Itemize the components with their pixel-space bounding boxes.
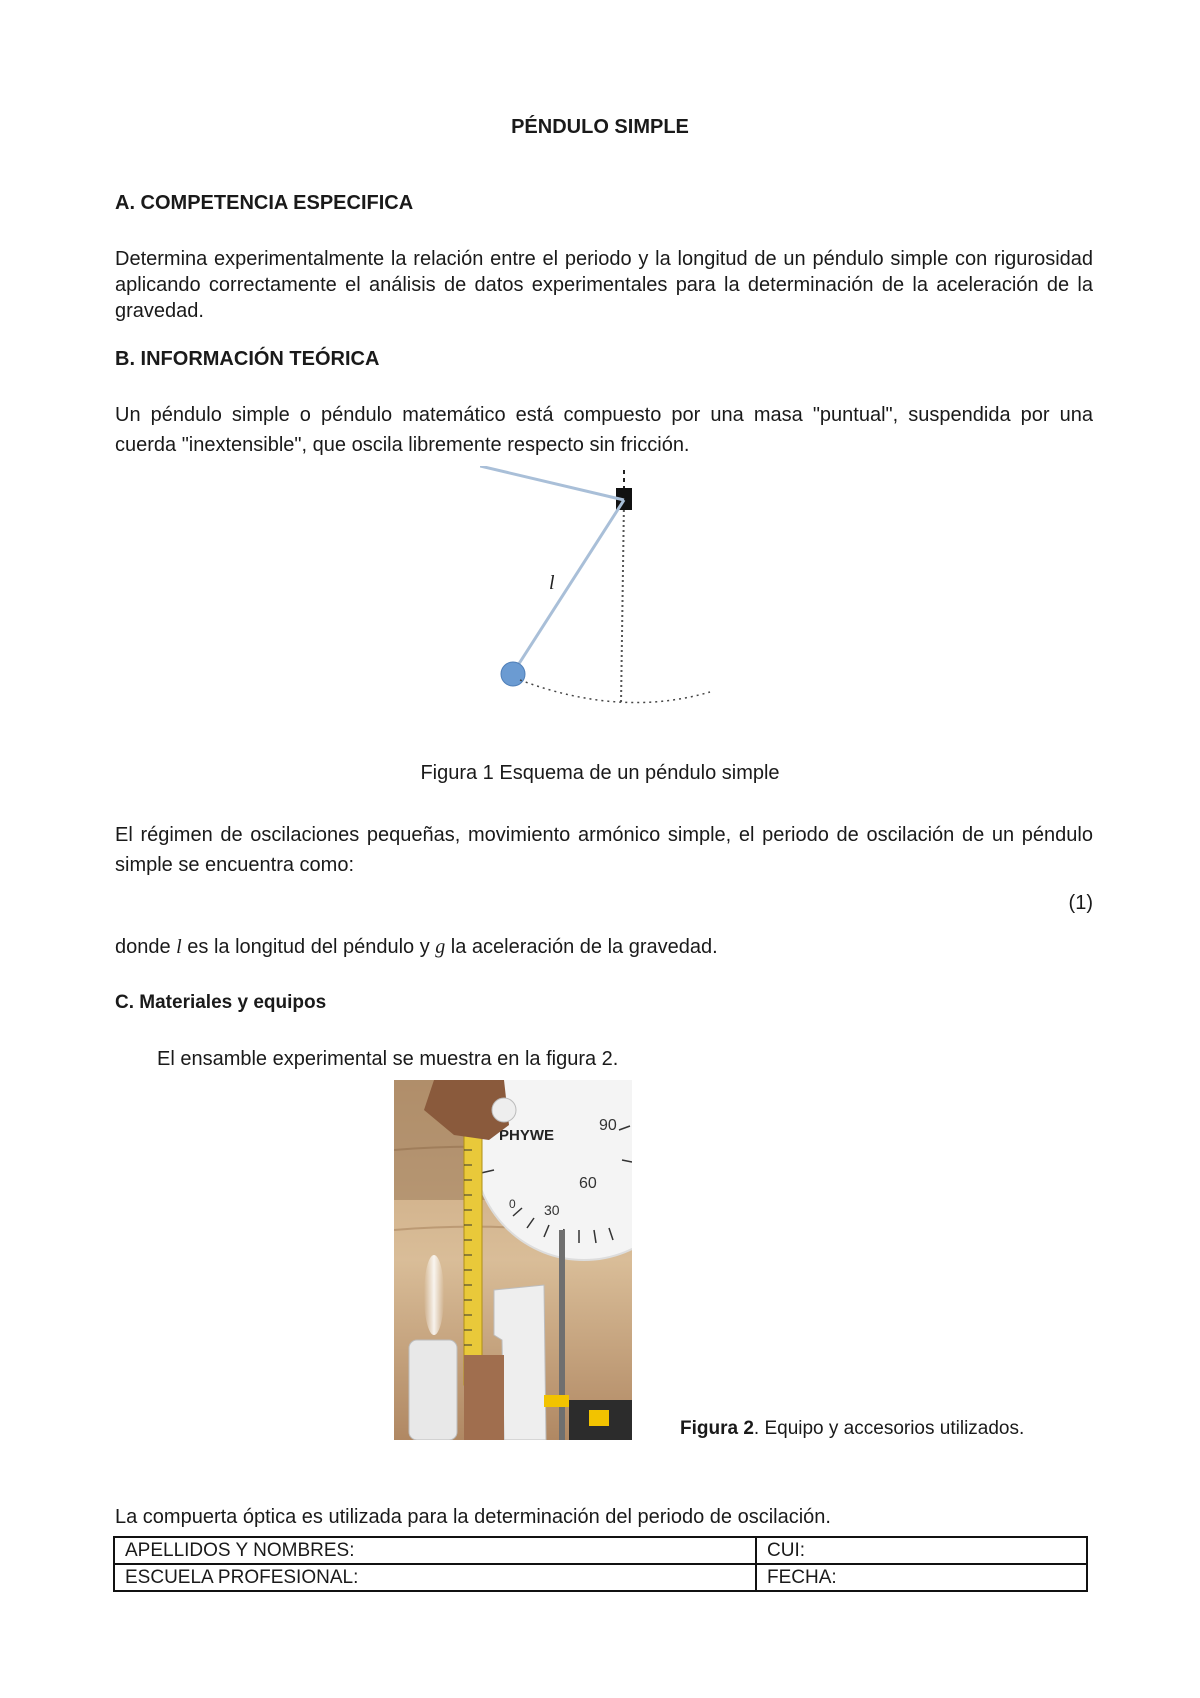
section-b-text2: El régimen de oscilaciones pequeñas, movimiento armónico simple, el periodo de oscilación de un péndulo simple se encuentra como: <box>115 824 1093 876</box>
student-info-table <box>113 1536 1088 1592</box>
field-cui[interactable]: CUI: <box>756 1537 1087 1564</box>
field-escuela[interactable]: ESCUELA PROFESIONAL: <box>114 1564 756 1591</box>
page-title: PÉNDULO SIMPLE <box>511 116 689 138</box>
length-label: l <box>549 572 555 594</box>
field-fecha[interactable]: FECHA: <box>756 1564 1087 1591</box>
section-b-text: Un péndulo simple o péndulo matemático está compuesto por una masa "puntual", suspendida por una cuerda "inextensible", que oscila libremente respecto sin fricción. <box>115 404 1093 456</box>
measuring-tape <box>464 1105 482 1385</box>
svg-text:30: 30 <box>544 1202 560 1218</box>
support-rod <box>559 1230 565 1440</box>
section-c-text: El ensamble experimental se muestra en la figura 2. <box>157 1048 619 1070</box>
light-gate-left <box>409 1340 457 1440</box>
pendulum-diagram <box>480 466 740 716</box>
pendulum-bob <box>501 662 525 686</box>
section-b-heading: B. INFORMACIÓN TEÓRICA <box>115 348 380 370</box>
base-clip <box>589 1410 609 1426</box>
pendulum-string <box>480 466 624 500</box>
section-a-text: Determina experimentalmente la relación entre el periodo y la longitud de un péndulo simple con rigurosidad aplicando correctamente el análisis de datos experimentales para la determinación de la aceleración de la gravedad. <box>115 248 1093 322</box>
light-glare <box>424 1255 444 1335</box>
section-a-heading: A. COMPETENCIA ESPECIFICA <box>115 192 414 214</box>
svg-text:PHYWE: PHYWE <box>499 1127 555 1144</box>
equation-number: (1) <box>1068 892 1093 914</box>
section-c-heading: C. Materiales y equipos <box>115 992 327 1013</box>
pendulum-string-line <box>513 500 624 673</box>
equipment-photo <box>394 1080 632 1440</box>
section-c-after-text: La compuerta óptica es utilizada para la determinación del periodo de oscilación. <box>115 1506 831 1528</box>
table-row <box>114 1537 1087 1564</box>
vertical-axis <box>621 500 624 704</box>
svg-text:60: 60 <box>579 1175 597 1192</box>
figure1-caption: Figura 1 Esquema de un péndulo simple <box>420 762 780 784</box>
figure2-caption: Figura 2. Equipo y accesorios utilizados. <box>680 1418 1025 1439</box>
oscillation-arc <box>520 680 710 703</box>
hand-bottom <box>464 1355 504 1440</box>
donde-text: donde l es la longitud del péndulo y g la aceleración de la gravedad. <box>115 936 718 958</box>
field-apellidos[interactable]: APELLIDOS Y NOMBRES: <box>114 1537 756 1564</box>
svg-text:90: 90 <box>599 1117 617 1134</box>
svg-text:0: 0 <box>509 1197 516 1211</box>
table-row <box>114 1564 1087 1591</box>
